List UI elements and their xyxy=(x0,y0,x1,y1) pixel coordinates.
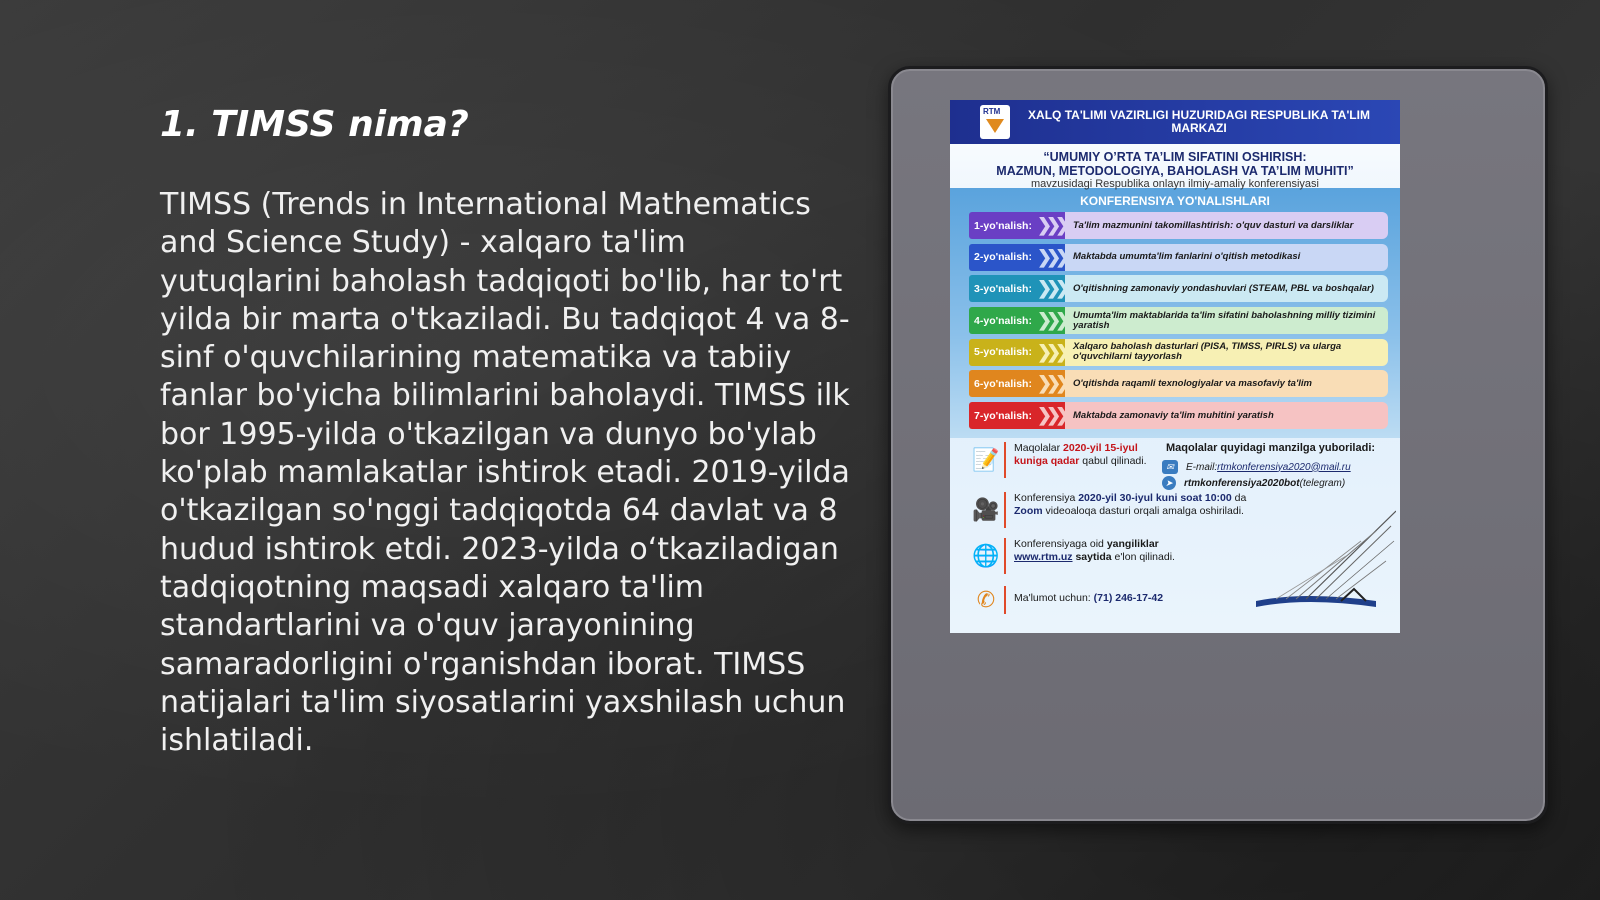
rtm-logo: RTM xyxy=(980,105,1010,139)
chevron-right-icon: ❯❯❯ xyxy=(1037,307,1065,334)
mail-icon: ✉ xyxy=(1162,460,1178,474)
deadline-row: 📝 Maqolalar 2020-yil 15-iyul kuniga qadar qabul qilinadi. xyxy=(968,442,1164,478)
email-row: ✉ E-mail: rtmkonferensiya2020@mail.ru xyxy=(1162,460,1351,474)
direction-tag: 6-yo'nalish: xyxy=(969,370,1037,397)
document-icon: 📝 xyxy=(968,442,1006,478)
direction-row xyxy=(969,370,1388,397)
chevron-right-icon: ❯❯❯ xyxy=(1037,244,1065,271)
direction-text: O'qitishning zamonaviy yondashuvlari (STEAM, PBL va boshqalar) xyxy=(1065,275,1388,302)
direction-row xyxy=(969,244,1388,271)
poster-org-name: XALQ TA'LIMI VAZIRLIGI HUZURIDAGI RESPUBLIKA TA'LIM MARKAZI xyxy=(1028,108,1370,135)
direction-row xyxy=(969,212,1388,239)
video-camera-icon: 🎥 xyxy=(968,492,1006,528)
direction-text: Xalqaro baholash dasturlari (PISA, TIMSS, PIRLS) va ularga o'quvchilarni tayyorlash xyxy=(1065,339,1388,366)
direction-row xyxy=(969,307,1388,334)
mail-heading: Maqolalar quyidagi manzilga yuboriladi: xyxy=(1166,442,1376,454)
chevron-right-icon: ❯❯❯ xyxy=(1037,339,1065,366)
direction-tag: 4-yo'nalish: xyxy=(969,307,1037,334)
direction-text: Ta'lim mazmunini takomillashtirish: o'quv dasturi va darsliklar xyxy=(1065,212,1388,239)
poster-header xyxy=(950,100,1400,144)
direction-row xyxy=(969,402,1388,429)
poster-directions xyxy=(950,188,1400,438)
directions-title: KONFERENSIYA YO'NALISHLARI xyxy=(1080,194,1270,208)
email-link[interactable]: rtmkonferensiya2020@mail.ru xyxy=(1217,461,1351,473)
chevron-right-icon: ❯❯❯ xyxy=(1037,275,1065,302)
direction-tag: 7-yo'nalish: xyxy=(969,402,1037,429)
direction-tag: 5-yo'nalish: xyxy=(969,339,1037,366)
direction-text: O'qitishda raqamli texnologiyalar va masofaviy ta'lim xyxy=(1065,370,1388,397)
direction-text: Umumta'lim maktablarida ta'lim sifatini baholashning milliy tizimini yaratish xyxy=(1065,307,1388,334)
slide-title: 1. TIMSS nima? xyxy=(160,104,469,145)
conference-poster xyxy=(950,100,1400,633)
conference-date-row: 🎥 Konferensiya 2020-yil 30-iyul kuni soat 10:00 da Zoom videoaloqa dasturi orqali amalga oshiriladi. xyxy=(968,492,1274,528)
chevron-right-icon: ❯❯❯ xyxy=(1037,212,1065,239)
website-link[interactable]: www.rtm.uz xyxy=(1014,551,1073,563)
chevron-right-icon: ❯❯❯ xyxy=(1037,370,1065,397)
direction-text: Maktabda umumta'lim fanlarini o'qitish metodikasi xyxy=(1065,244,1388,271)
telegram-row: ➤ rtmkonferensiya2020bot (telegram) xyxy=(1162,476,1345,490)
direction-tag: 2-yo'nalish: xyxy=(969,244,1037,271)
direction-tag: 1-yo'nalish: xyxy=(969,212,1037,239)
open-book-icon xyxy=(1246,501,1396,621)
poster-info xyxy=(950,438,1400,629)
poster-conference-title: “UMUMIY O’RTA TA’LIM SIFATINI OSHIRISH: MAZMUN, METODOLOGIYA, BAHOLASH VA TA’LIM MUHITI” mavzusidagi Respublika onlayn ilmiy-amaliy konferensiyasi xyxy=(996,150,1354,190)
chevron-right-icon: ❯❯❯ xyxy=(1037,402,1065,429)
direction-row xyxy=(969,275,1388,302)
phone-row: ✆ Ma'lumot uchun: (71) 246-17-42 xyxy=(968,586,1163,614)
news-row: 🌐 Konferensiyaga oid yangiliklar www.rtm.uz saytida e'lon qilinadi. xyxy=(968,538,1234,574)
slide-body-text: TIMSS (Trends in International Mathematics and Science Study) - xalqaro ta'lim yutuqlarini baholash tadqiqoti bo'lib, har to'rt yilda bir marta o'tkaziladi. Bu tadqiqot 4 va 8-sinf o'quvchilarining matematika va tabiiy fanlar bo'yicha bilimlarini baholaydi. TIMSS ilk bor 1995-yilda o'tkazilgan va dunyo bo'ylab ko'plab mamlakatlar ishtirok etadi. 2019-yilda o'tkazilgan so'nggi tadqiqotda 64 davlat va 8 hudud ishtirok etdi. 2023-yilda o‘tkaziladigan tadqiqotning maqsadi xalqaro ta'lim standartlarini va o'quv jarayonining samaradorligini o'rganishdan iborat. TIMSS natijalari ta'lim siyosatlarini yaxshilash uchun ishlatiladi. xyxy=(160,187,850,759)
direction-text: Maktabda zamonaviy ta'lim muhitini yaratish xyxy=(1065,402,1388,429)
direction-tag: 3-yo'nalish: xyxy=(969,275,1037,302)
telegram-icon: ➤ xyxy=(1162,476,1176,490)
phone-icon: ✆ xyxy=(968,586,1006,614)
globe-www-icon: 🌐 xyxy=(968,538,1006,574)
direction-row xyxy=(969,339,1388,366)
